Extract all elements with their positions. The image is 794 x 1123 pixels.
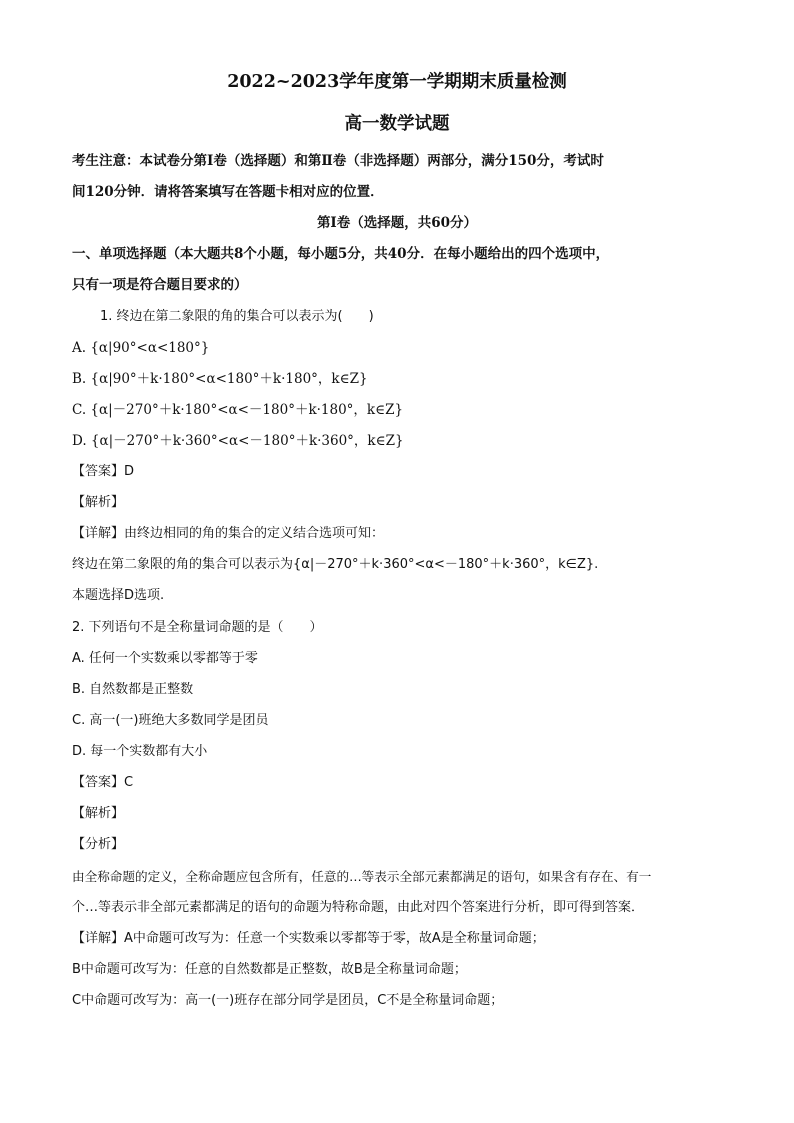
q2-analysis-label: 【解析】 [72,806,125,821]
q2-option-d: D. 每一个实数都有大小 [72,744,208,759]
q2-fenxi-label: 【分析】 [72,837,125,852]
q1-conclusion: 本题选择D选项. [72,588,165,603]
q2-detail-line-3: C中命题可改写为：高一(一)班存在部分同学是团员，C不是全称量词命题； [72,993,504,1008]
q2-stem: 2. 下列语句不是全称量词命题的是（ ） [72,620,323,635]
q2-option-a: A. 任何一个实数乘以零都等于零 [72,651,258,666]
q2-fenxi-line-1: 由全称命题的定义，全称命题应包含所有，任意的…等表示全部元素都满足的语句，如果含有存在、有一 [72,869,652,884]
exam-title: 2022~2023学年度第一学期期末质量检测 [227,72,567,92]
q2-detail-line-2: B中命题可改写为：任意的自然数都是正整数，故B是全称量词命题； [72,962,467,977]
q2-answer: 【答案】C [72,775,134,790]
exam-subtitle: 高一数学试题 [344,114,450,134]
q1-option-b: B. {α|90°＋k·180°<α<180°＋k·180°，k∈Z} [72,371,368,387]
q1-detail-2: 终边在第二象限的角的集合可以表示为{α|－270°＋k·360°<α<－180°＋k·360°，k∈Z}. [72,557,599,572]
q1-option-a: A. {α|90°<α<180°} [72,340,210,356]
notice-line-1: 考生注意：本试卷分第Ⅰ卷（选择题）和第Ⅱ卷（非选择题）两部分，满分150分，考试时 [72,153,604,169]
q1-analysis-label: 【解析】 [72,495,125,510]
q2-detail-line-1: 【详解】A中命题可改写为：任意一个实数乘以零都等于零，故A是全称量词命题； [72,931,545,946]
section1-line-2: 只有一项是符合题目要求的） [72,277,248,293]
q2-fenxi-line-2: 个…等表示非全部元素都满足的语句的命题为特称命题，由此对四个答案进行分析，即可得到答案． [72,900,645,915]
part1-heading: 第Ⅰ卷（选择题，共60分） [316,215,478,231]
q1-answer: 【答案】D [72,464,135,479]
q1-option-c: C. {α|－270°＋k·180°<α<－180°＋k·180°，k∈Z} [72,402,404,418]
q2-option-c: C. 高一(一)班绝大多数同学是团员 [72,713,269,728]
q1-detail: 【详解】由终边相同的角的集合的定义结合选项可知： [72,526,385,541]
q2-option-b: B. 自然数都是正整数 [72,682,194,697]
q1-stem: 1. 终边在第二象限的角的集合可以表示为( ) [100,309,374,324]
q1-option-d: D. {α|－270°＋k·360°<α<－180°＋k·360°，k∈Z} [72,433,404,449]
section1-line-1: 一、单项选择题（本大题共8个小题，每小题5分，共40分．在每小题给出的四个选项中， [72,246,610,262]
notice-line-2: 间120分钟．请将答案填写在答题卡相对应的位置． [72,184,384,200]
